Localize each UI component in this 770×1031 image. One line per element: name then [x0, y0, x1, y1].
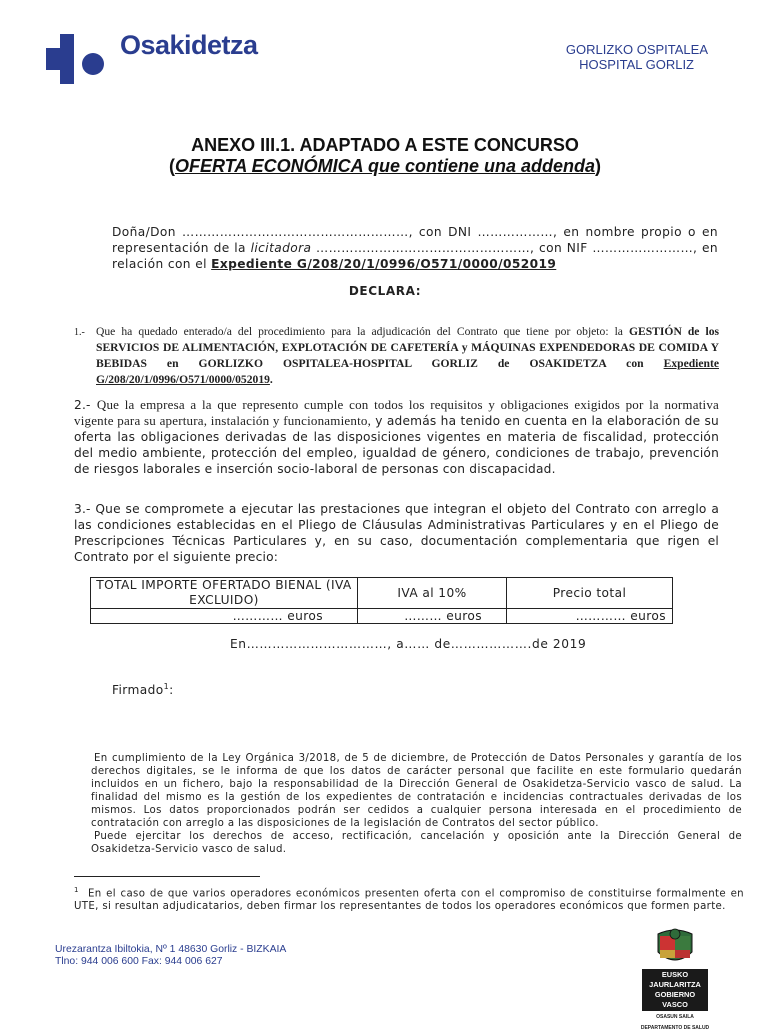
dept-name-eu: OSASUN SAILA: [656, 1014, 694, 1020]
coat-of-arms-icon: [636, 928, 714, 968]
place-date-line[interactable]: En……………………………, a…… de……………….de 2019: [230, 637, 587, 651]
clause-1-text: Que ha quedado enterado/a del procedimiento para la adjudicación del Contrato que tiene por objeto: la GESTIÓN de los SERVICIOS DE ALIMENTACIÓN, EXPLOTACIÓN DE CAFETERÍA y MÁQUINAS EXPENDEDORAS DE COMIDA Y BEBIDAS en GORLIZKO OSPITALEA-HOSPITAL GORLIZ de OSAKIDETZA con Expediente G/208/20/1/0996/O571/0000/052019.: [96, 325, 719, 386]
price-header-total: TOTAL IMPORTE OFERTADO BIENAL (IVA EXCLUIDO): [91, 578, 358, 609]
gov-name-es: GOBIERNO VASCO: [654, 990, 696, 1009]
document-title: ANEXO III.1. ADAPTADO A ESTE CONCURSO: [191, 135, 579, 155]
hospital-name-es: HOSPITAL GORLIZ: [579, 57, 694, 72]
footer-address: Urezarantza Ibiltokia, Nº 1 48630 Gorliz - BIZKAIA: [55, 944, 287, 955]
declara-heading: DECLARA:: [348, 284, 422, 298]
gov-name-eu: EUSKO JAURLARITZA: [649, 970, 701, 989]
clause-2-text: 2.- Que la empresa a la que represento cumple con todos los requisitos y obligaciones exigidos por la normativa vigente para su apertura, instalación y funcionamiento, y además ha tenido en cuenta en la elaboración de su oferta las obligaciones derivadas de las disposiciones vigentes en materia de fiscalidad, protección del medio ambiente, protección del empleo, igualdad de género, condiciones de trabajo, prevención de riesgos laborales e inserción socio-laboral de personas con discapacidad.: [74, 397, 720, 476]
dept-name-es: DEPARTAMENTO DE SALUD: [640, 1025, 710, 1031]
document-subtitle: (OFERTA ECONÓMICA que contiene una addenda): [168, 156, 602, 176]
footer-phone: Tlno: 944 006 600 Fax: 944 006 627: [55, 956, 223, 967]
signature-label: Firmado$^1$:: [112, 682, 174, 698]
footnote: $^1$ En el caso de que varios operadores económicos presenten oferta con el compromiso de constituirse formalmente en UTE, si resultan adjudicatarios, deben firmar los representantes de todos los operadores económicos que formen parte.: [74, 886, 744, 913]
brand-name: Osakidetza: [120, 30, 258, 60]
clause-1-number: 1.-: [74, 327, 85, 338]
clause-3-text: 3.- Que se compromete a ejecutar las prestaciones que integran el objeto del Contrato con arreglo a las condiciones establecidas en el Pliego de Cláusulas Administrativas Particulares y en el Pliego de Prescripciones Técnicas Particulares y, en su caso, documentación complementaria que rigen el Contrato por el siguiente precio:: [74, 502, 719, 564]
intro-paragraph: Doña/Don ………………………………………………, con DNI ………………, en nombre propio o en representación de la licitadora ……………………………………………, con NIF ……………………, en relación con el Expediente G/208/20/1/0996/O571/0000/052019: [112, 225, 718, 271]
price-header-precio: Precio total: [507, 578, 673, 609]
osakidetza-logo-icon: [46, 34, 110, 84]
price-table: [90, 577, 673, 624]
price-input-iva[interactable]: ……… euros: [358, 609, 507, 624]
price-header-iva: IVA al 10%: [358, 578, 507, 609]
price-input-total[interactable]: ………… euros: [91, 609, 358, 624]
privacy-notice: En cumplimiento de la Ley Orgánica 3/2018, de 5 de diciembre, de Protección de Datos Personales y garantía de los derechos digitales, se le informa de que los datos de carácter personal que facilite en este formulario quedarán incluidos en un fichero, bajo la responsabilidad de la Dirección General de Osakidetza-Servicio vasco de salud. La finalidad del mismo es la gestión de los expedientes de contratación e incidencias contractuales derivadas de los mismos. Los datos proporcionados podrán ser cedidos a cualquier persona interesada en el procedimiento de contratación con arreglo a las disposiciones de la legislación de Contratos del sector público.: [91, 753, 742, 829]
price-input-precio[interactable]: ………… euros: [507, 609, 673, 624]
basque-government-logo: [636, 928, 714, 1031]
hospital-name-eu: GORLIZKO OSPITALEA: [565, 42, 708, 57]
footnote-divider: [74, 876, 260, 877]
privacy-rights: Puede ejercitar los derechos de acceso, rectificación, cancelación y oposición ante la Dirección General de Osakidetza-Servicio vasco de salud.: [91, 831, 742, 855]
